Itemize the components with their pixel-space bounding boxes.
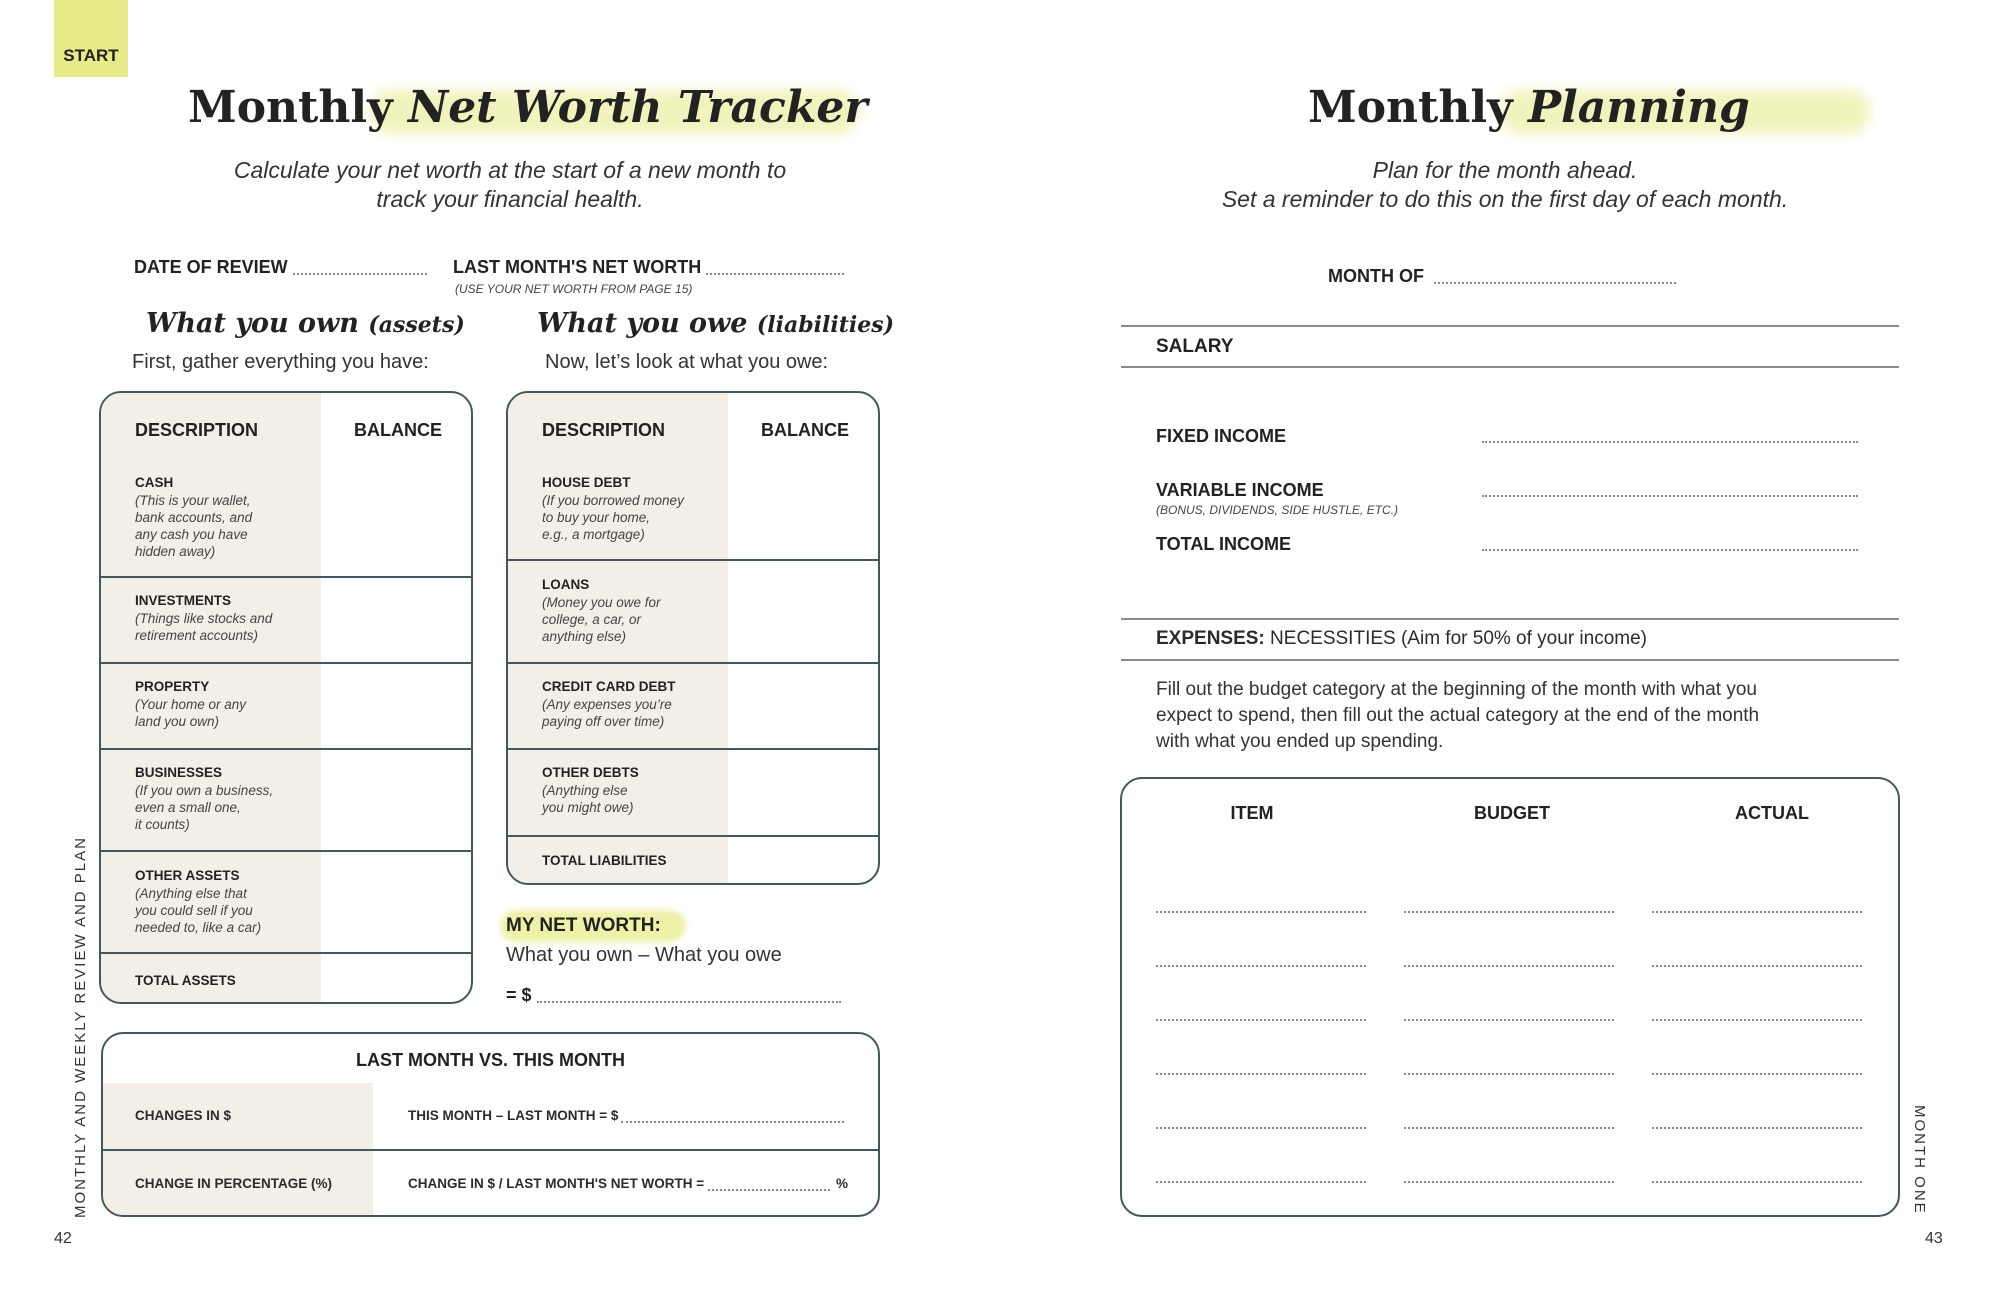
side-label-left: MONTHLY AND WEEKLY REVIEW AND PLAN xyxy=(72,836,89,1218)
expenses-table xyxy=(1120,777,1900,1217)
net-worth-result-prefix: = $ xyxy=(506,985,532,1005)
liability-balance-cell-loans[interactable] xyxy=(728,561,878,662)
expense-actual-field[interactable] xyxy=(1652,950,1862,967)
expense-item-field[interactable] xyxy=(1156,1112,1366,1129)
page-number-right: 43 xyxy=(1925,1230,1943,1247)
asset-row-note: (This is your wallet, bank accounts, and any cash you have hidden away) xyxy=(135,493,253,559)
liability-row-note: (Anything else you might owe) xyxy=(542,783,634,815)
expense-item-field[interactable] xyxy=(1156,1004,1366,1021)
changes-dollar-formula: THIS MONTH – LAST MONTH = $ xyxy=(408,1108,619,1123)
expenses-heading: EXPENSES: NECESSITIES (Aim for 50% of your income) xyxy=(1156,628,1647,649)
asset-balance-cell-property[interactable] xyxy=(321,664,471,748)
liabilities-col-description: DESCRIPTION xyxy=(542,420,666,440)
change-percent-formula: CHANGE IN $ / LAST MONTH'S NET WORTH = xyxy=(408,1176,705,1191)
liability-row-note: (Money you owe for college, a car, or anything else) xyxy=(542,595,661,644)
liability-row-title: TOTAL LIABILITIES xyxy=(542,853,667,868)
comparison-title: LAST MONTH VS. THIS MONTH xyxy=(356,1050,625,1070)
total-income-field[interactable] xyxy=(1482,534,1858,551)
liability-balance-cell-other[interactable] xyxy=(728,750,878,825)
asset-balance-cell-other[interactable] xyxy=(321,852,471,952)
col-budget: BUDGET xyxy=(1474,803,1550,823)
changes-dollar-label: CHANGES IN $ xyxy=(135,1108,232,1123)
net-worth-label: MY NET WORTH: xyxy=(506,915,661,936)
asset-row-title: CASH xyxy=(135,475,174,490)
asset-row-note: (Your home or any land you own) xyxy=(135,697,247,729)
asset-row-title: TOTAL ASSETS xyxy=(135,973,236,988)
asset-row-title: OTHER ASSETS xyxy=(135,868,240,883)
liability-row-title: LOANS xyxy=(542,577,590,592)
expense-actual-field[interactable] xyxy=(1652,1112,1862,1129)
divider-line xyxy=(1121,325,1899,327)
date-of-review-label: DATE OF REVIEW xyxy=(134,257,288,277)
month-of-field[interactable] xyxy=(1434,267,1676,284)
liabilities-col-balance: BALANCE xyxy=(761,420,849,440)
fixed-income-field[interactable] xyxy=(1482,426,1858,443)
assets-title: What you own (assets) xyxy=(146,308,465,339)
variable-income-note: (BONUS, DIVIDENDS, SIDE HUSTLE, ETC.) xyxy=(1156,503,1399,517)
variable-income-label: VARIABLE INCOME xyxy=(1156,480,1324,500)
last-month-net-worth-field[interactable] xyxy=(706,258,844,275)
expense-budget-field[interactable] xyxy=(1404,950,1614,967)
assets-table xyxy=(99,391,473,1004)
expense-actual-field[interactable] xyxy=(1652,1058,1862,1075)
page-title-left: Monthly Net Worth Tracker xyxy=(188,82,868,133)
expense-budget-field[interactable] xyxy=(1404,1112,1614,1129)
change-percent-label: CHANGE IN PERCENTAGE (%) xyxy=(135,1176,333,1191)
expense-actual-field[interactable] xyxy=(1652,1166,1862,1183)
page-title-right: Monthly Planning xyxy=(1308,82,1750,133)
divider-line xyxy=(1121,618,1899,620)
month-of-label: MONTH OF xyxy=(1328,266,1424,286)
comparison-divider xyxy=(103,1149,878,1151)
liabilities-table xyxy=(506,391,880,885)
variable-income-field[interactable] xyxy=(1482,480,1858,497)
asset-row-title: INVESTMENTS xyxy=(135,593,232,608)
date-of-review-field[interactable] xyxy=(293,258,427,275)
expenses-instructions: Fill out the budget category at the beginning of the month with what you expect to spend, then fill out the actual category at the end of the month with what you ended up spending. xyxy=(1156,679,1760,752)
liability-balance-cell-house[interactable] xyxy=(728,453,878,559)
net-worth-formula: What you own – What you owe xyxy=(506,944,782,966)
net-worth-result-field[interactable] xyxy=(537,986,841,1003)
subtitle-left: Calculate your net worth at the start of a new month to track your financial health. xyxy=(233,157,787,212)
expense-actual-field[interactable] xyxy=(1652,896,1862,913)
fixed-income-label: FIXED INCOME xyxy=(1156,426,1287,446)
salary-label: SALARY xyxy=(1156,336,1234,357)
start-tab: START xyxy=(54,0,128,77)
assets-subtitle: First, gather everything you have: xyxy=(132,351,429,373)
liability-row-title: CREDIT CARD DEBT xyxy=(542,679,676,694)
asset-balance-cell-investments[interactable] xyxy=(321,578,471,662)
liabilities-title: What you owe (liabilities) xyxy=(537,308,895,339)
divider-line xyxy=(1121,659,1899,661)
expense-budget-field[interactable] xyxy=(1404,1166,1614,1183)
expense-item-field[interactable] xyxy=(1156,896,1366,913)
col-item: ITEM xyxy=(1230,803,1274,823)
total-income-label: TOTAL INCOME xyxy=(1156,534,1291,554)
last-month-note: (USE YOUR NET WORTH FROM PAGE 15) xyxy=(455,282,693,296)
liability-balance-cell-total[interactable] xyxy=(728,837,878,885)
expense-item-field[interactable] xyxy=(1156,1058,1366,1075)
change-percent-field[interactable] xyxy=(708,1177,830,1191)
comparison-box xyxy=(101,1032,880,1217)
liabilities-subtitle: Now, let’s look at what you owe: xyxy=(545,351,829,373)
liability-row-note: (Any expenses you’re paying off over time) xyxy=(542,697,672,729)
asset-balance-cell-total[interactable] xyxy=(321,954,471,1004)
side-label-right: MONTH ONE xyxy=(1911,1105,1928,1215)
asset-row-title: BUSINESSES xyxy=(135,765,223,780)
subtitle-right: Plan for the month ahead. Set a reminder to do this on the first day of each month. xyxy=(1221,157,1789,212)
asset-balance-cell-cash[interactable] xyxy=(321,453,471,576)
liability-row-title: OTHER DEBTS xyxy=(542,765,639,780)
liability-balance-cell-credit[interactable] xyxy=(728,664,878,748)
expense-item-field[interactable] xyxy=(1156,1166,1366,1183)
asset-row-note: (Things like stocks and retirement accounts) xyxy=(135,611,273,643)
expense-budget-field[interactable] xyxy=(1404,896,1614,913)
expense-item-field[interactable] xyxy=(1156,950,1366,967)
asset-row-note: (Anything else that you could sell if you needed to, like a car) xyxy=(135,886,262,935)
asset-row-title: PROPERTY xyxy=(135,679,210,694)
percent-suffix: % xyxy=(836,1176,849,1191)
assets-col-description: DESCRIPTION xyxy=(135,420,259,440)
changes-dollar-field[interactable] xyxy=(621,1109,844,1123)
page-number-left: 42 xyxy=(54,1230,72,1247)
assets-col-balance: BALANCE xyxy=(354,420,442,440)
divider-line xyxy=(1121,366,1899,368)
col-actual: ACTUAL xyxy=(1735,803,1809,823)
asset-row-note: (If you own a business, even a small one, it counts) xyxy=(135,783,274,832)
asset-balance-cell-businesses[interactable] xyxy=(321,750,471,850)
expense-budget-field[interactable] xyxy=(1404,1004,1614,1021)
liability-row-title: HOUSE DEBT xyxy=(542,475,631,490)
liability-row-note: (If you borrowed money to buy your home, e.g., a mortgage) xyxy=(542,493,684,542)
expense-budget-field[interactable] xyxy=(1404,1058,1614,1075)
expense-actual-field[interactable] xyxy=(1652,1004,1862,1021)
last-month-net-worth-label: LAST MONTH'S NET WORTH xyxy=(453,257,702,277)
